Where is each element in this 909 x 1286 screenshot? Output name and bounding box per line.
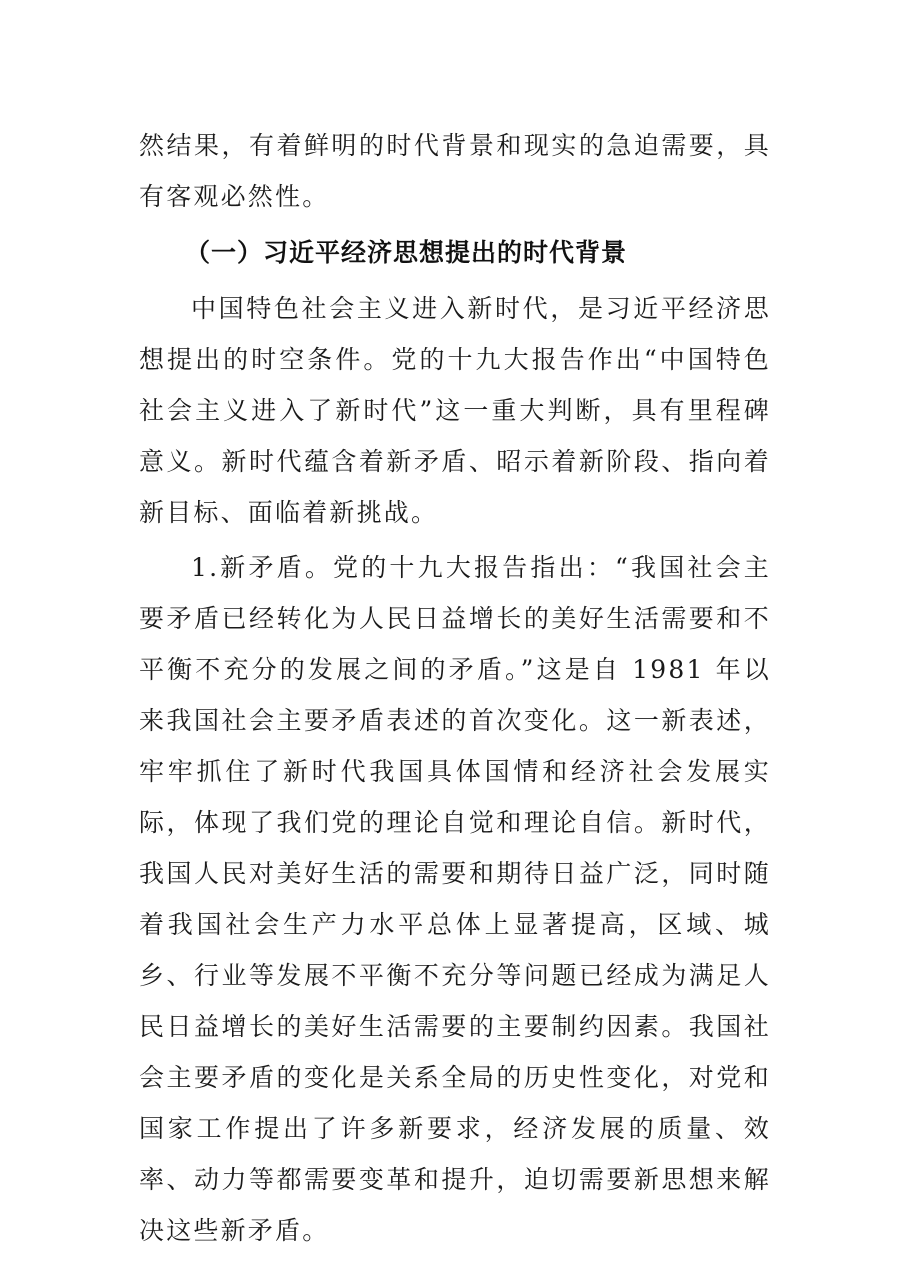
continuation-paragraph: 然结果，有着鲜明的时代背景和现实的急迫需要，具有客观必然性。 (139, 131, 771, 211)
section-heading: （一）习近平经济思想提出的时代背景 (185, 238, 628, 267)
body-paragraph-time-context: 中国特色社会主义进入新时代，是习近平经济思想提出的时空条件。党的十九大报告作出“中国特色社会主义进入了新时代”这一重大判断，具有里程碑意义。新时代蕴含着新矛盾、昭示着新阶段、指向着新目标、面临着新挑战。 (139, 294, 771, 527)
body-paragraph-new-contradiction: 1.新矛盾。党的十九大报告指出：“我国社会主要矛盾已经转化为人民日益增长的美好生活需要和不平衡不充分的发展之间的矛盾。”这是自 1981 年以来我国社会主要矛盾表述的首次变化。这一新表述，牢牢抓住了新时代我国具体国情和经济社会发展实际，体现了我们党的理论自觉和理论自信。新时代，我国人民对美好生活的需要和期待日益广泛，同时随着我国社会生产力水平总体上显著提高，区域、城乡、行业等发展不平衡不充分等问题已经成为满足人民日益增长的美好生活需要的主要制约因素。我国社会主要矛盾的变化是关系全局的历史性变化，对党和国家工作提出了许多新要求，经济发展的质量、效率、动力等都需要变革和提升，迫切需要新思想来解决这些新矛盾。 (139, 553, 771, 1245)
